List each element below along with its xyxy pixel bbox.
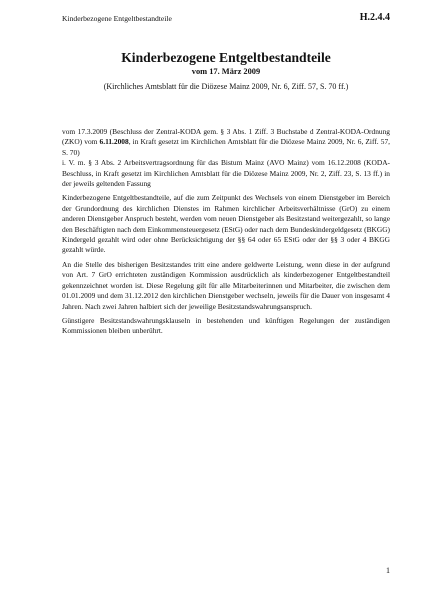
document-date: vom 17. März 2009 bbox=[191, 67, 261, 76]
history-date-bold: 6.11.2008 bbox=[99, 137, 129, 147]
document-body bbox=[62, 127, 390, 341]
title-block bbox=[62, 50, 390, 93]
history-paragraph-2: i. V. m. § 3 Abs. 2 Arbeitsvertragsordnung für das Bistum Mainz (AVO Mainz) vom 16.12.2008 (KODA-Beschluss, in Kraft gesetzt im Kirchlichen Amtsblatt für die Diözese Mainz 2009, Nr. 2, Ziff. 23, S. 13 ff.) in der jeweils geltenden Fassung bbox=[62, 158, 390, 189]
page-number: 1 bbox=[386, 566, 390, 575]
header-section-number: H.2.4.4 bbox=[359, 12, 390, 23]
history-paragraph-1 bbox=[62, 127, 390, 158]
header-title: Kinderbezogene Entgeltbestandteile bbox=[62, 14, 172, 23]
history-text-after: , in Kraft gesetzt im Kirchlichen Amtsblatt für die Diözese Mainz 2009, Nr. 6, Ziff. 57, S. 70) bbox=[62, 137, 390, 157]
body-paragraph-1: Kinderbezogene Entgeltbestandteile, auf die zum Zeitpunkt des Wechsels von einem Dienstgeber im Bereich der Grundordnung des kirchlichen Dienstes im Rahmen kirchlicher Arbeitsverhältnisse (GrO) zu einem anderen Dienstgeber Anspruch besteht, werden vom neuen Dienstgeber als Besitzstand weitergezahlt, so lange den Beschäftigten nach dem Einkommensteuergesetz (EStG) oder nach dem Bundeskindergeldgesetz (BKGG) Kindergeld gezahlt wird oder ohne Berücksichtigung der §§ 64 oder 65 EStG oder der §§ 3 oder 4 BKGG gezahlt würde. bbox=[62, 193, 390, 255]
publication-source: (Kirchliches Amtsblatt für die Diözese Mainz 2009, Nr. 6, Ziff. 57, S. 70 ff.) bbox=[103, 82, 349, 91]
body-paragraph-3: Günstigere Besitzstandswahrungsklauseln in bestehenden und künftigen Regelungen der zuständigen Kommissionen bleiben unberührt. bbox=[62, 315, 390, 336]
document-title: Kinderbezogene Entgeltbestandteile bbox=[121, 50, 331, 65]
history-text-before: vom 17.3.2009 (Beschluss der Zentral-KODA gem. § 3 Abs. 1 Ziff. 3 Buchstabe d Zentral-KODA-Ordnung (ZKO) vom bbox=[62, 127, 390, 147]
body-paragraph-2: An die Stelle des bisherigen Besitzstandes tritt eine andere geldwerte Leistung, wenn diese in der aufgrund von Art. 7 GrO errichteten zuständigen Kommission ausdrücklich als kinderbezogener Entgeltbestandteil gekennzeichnet worden ist. Diese Regelung gilt für alle Mitarbeiterinnen und Mitarbeiter, die zwischen dem 01.01.2009 und dem 31.12.2012 den kirchlichen Dienstgeber wechseln, jeweils für die Dauer von insgesamt 4 Jahren. Nach zwei Jahren halbiert sich der jeweilige Besitzstandswahrungsanspruch. bbox=[62, 259, 390, 311]
running-header bbox=[62, 12, 390, 26]
